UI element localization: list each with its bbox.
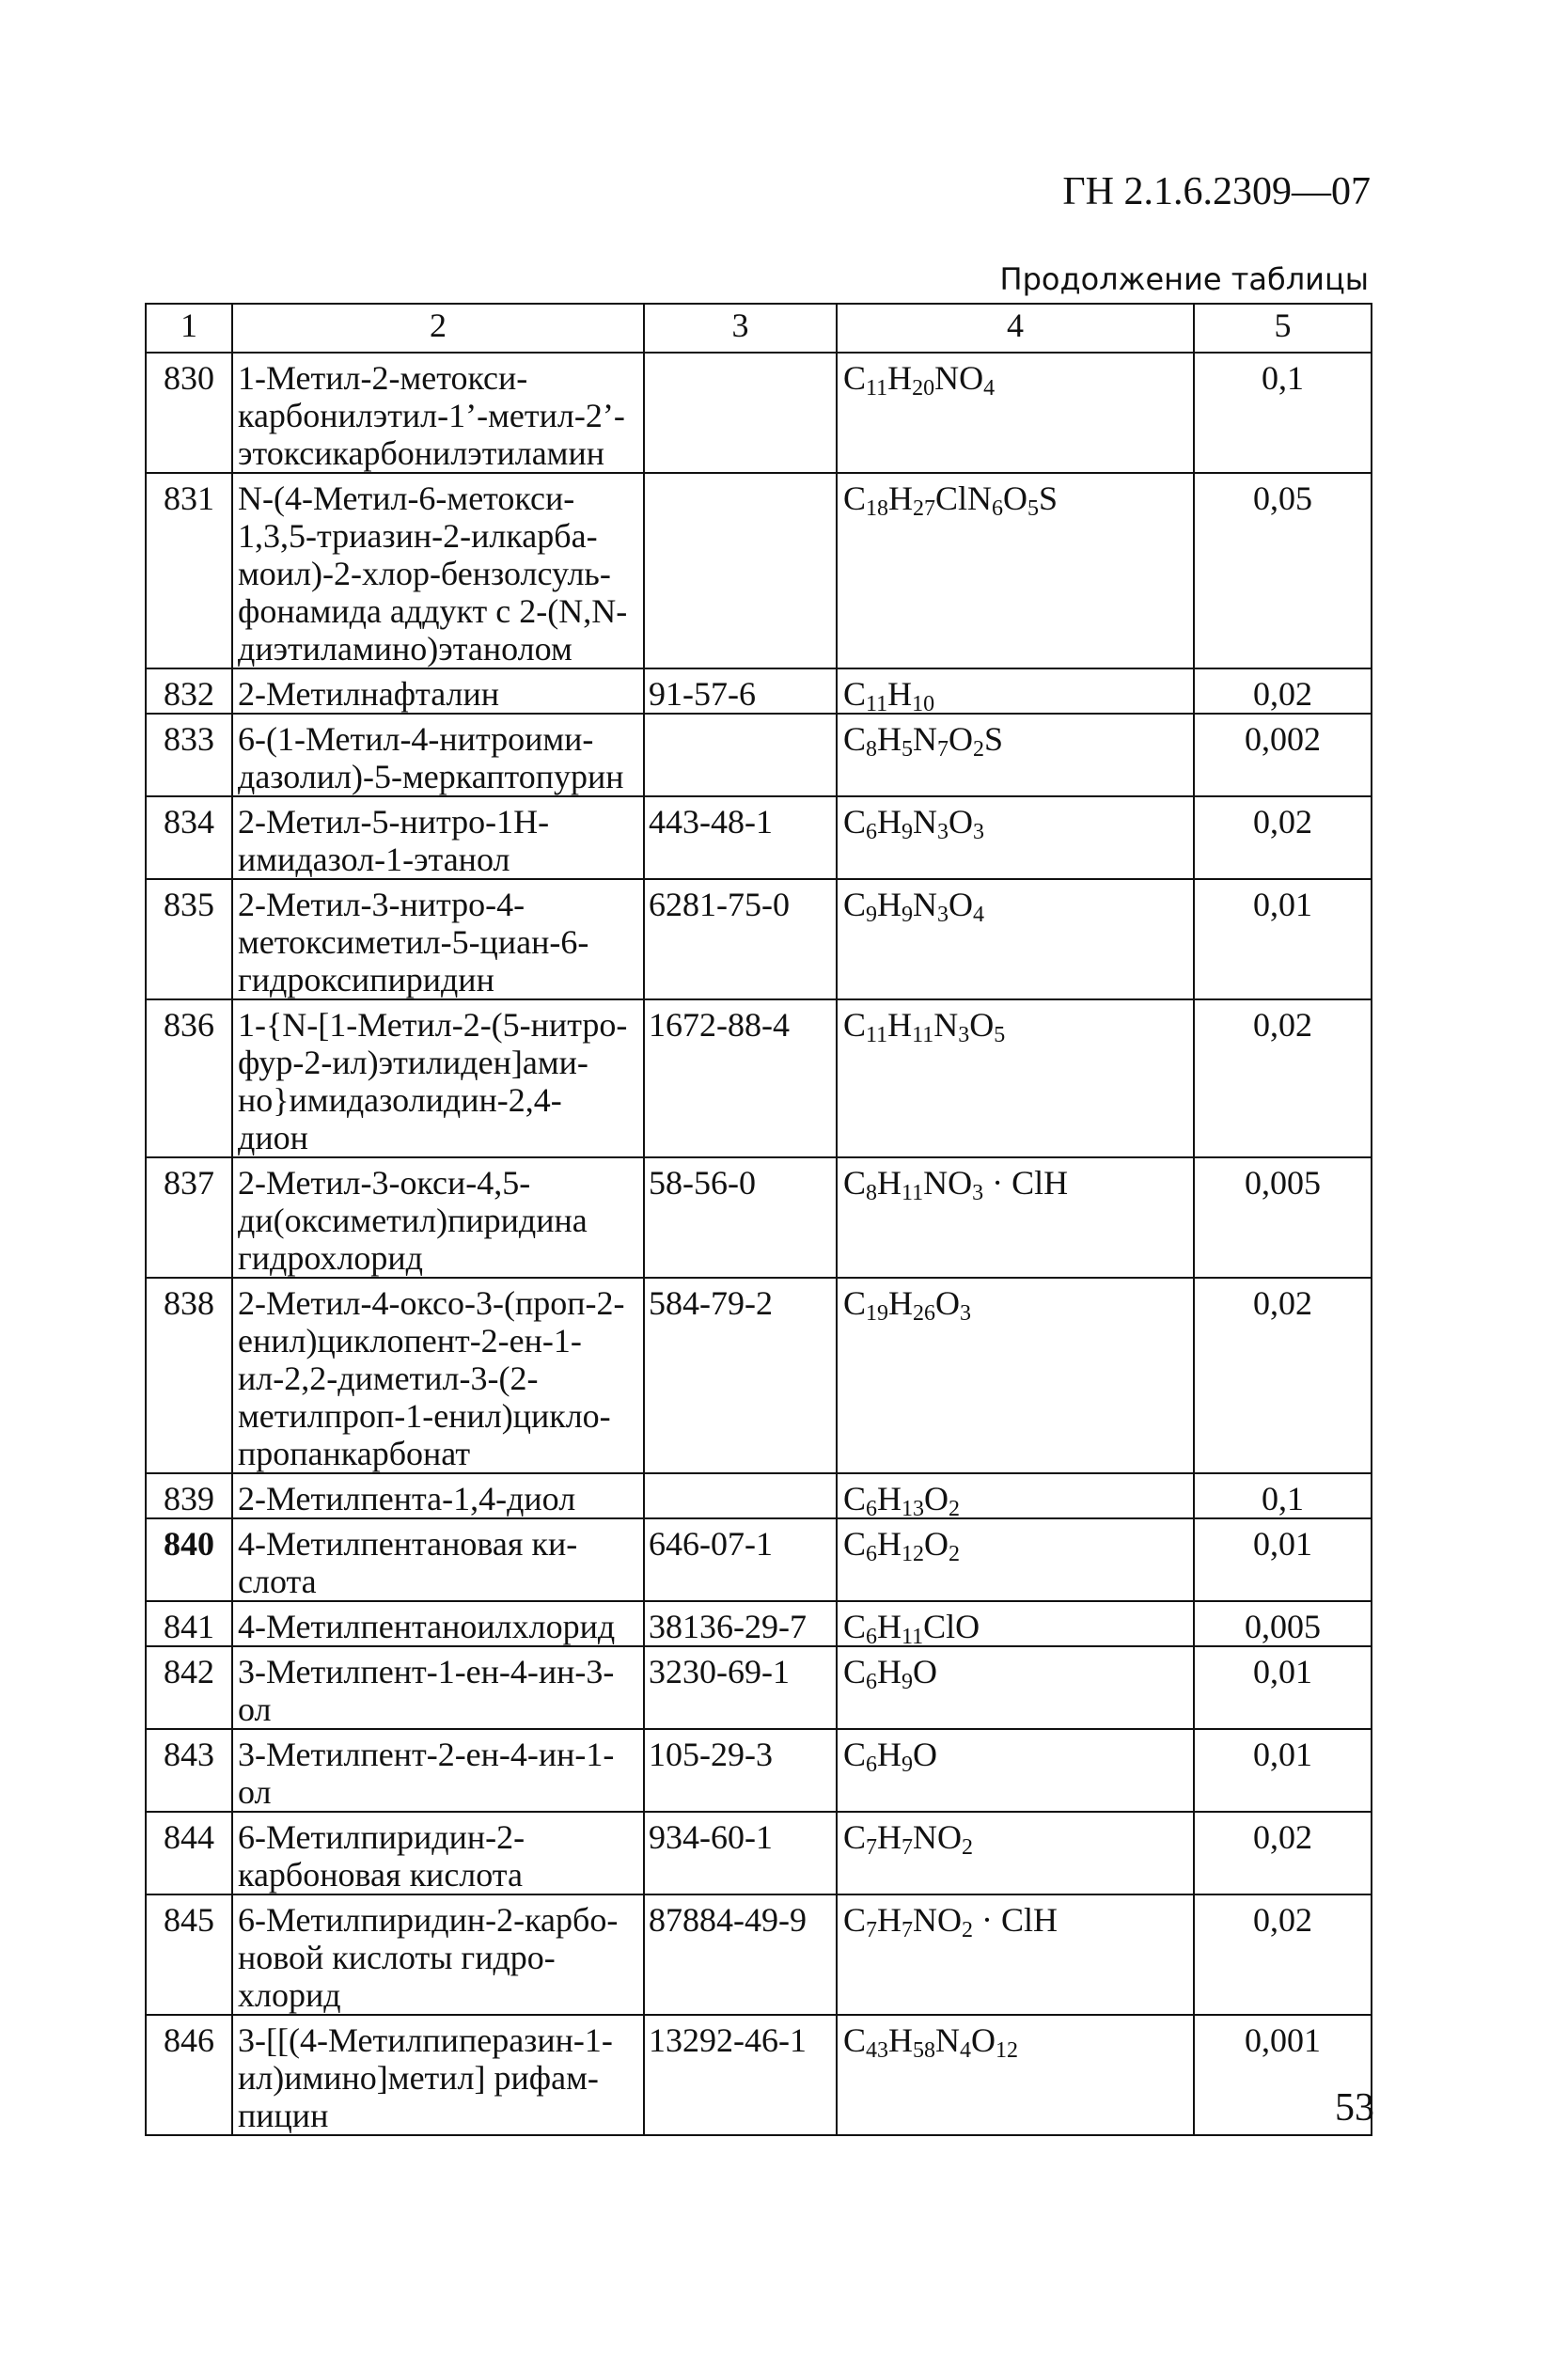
- substance-name-line: 3-[[(4-Метилпиперазин-1-: [238, 2021, 613, 2059]
- row-number: 832: [146, 668, 232, 714]
- formula-part: C: [843, 1284, 867, 1322]
- formula-part: C: [843, 886, 867, 923]
- cas-number: 934-60-1: [644, 1812, 837, 1894]
- substance-name-line: слота: [238, 1563, 317, 1600]
- formula-subscript: 6: [866, 1670, 878, 1694]
- substance-name: [232, 999, 644, 1157]
- formula-subscript: 9: [902, 820, 914, 844]
- substance-name: [232, 1812, 644, 1894]
- formula-subscript: 7: [866, 1918, 878, 1942]
- substance-name-line: но}имидазолидин-2,4-: [238, 1081, 562, 1119]
- formula-part: C: [843, 1480, 867, 1517]
- chemical-formula: [837, 1646, 1194, 1729]
- substance-name-line: 2-Метил-3-окси-4,5-: [238, 1164, 531, 1202]
- formula-part: C: [843, 1006, 867, 1044]
- substance-name-line: карбонилэтил-1’-метил-2’-: [238, 397, 625, 434]
- formula-part: H: [877, 720, 902, 758]
- column-header-5: 5: [1194, 304, 1372, 353]
- document-code: ГН 2.1.6.2309—07: [1062, 170, 1371, 213]
- chemical-formula: [837, 473, 1194, 668]
- formula-subscript: 11: [866, 692, 888, 716]
- cas-number: 3230-69-1: [644, 1646, 837, 1729]
- table-row: [146, 1601, 1372, 1646]
- formula-subscript: 11: [902, 1625, 924, 1649]
- limit-value: 0,02: [1194, 1812, 1372, 1894]
- formula-part: H: [887, 359, 913, 397]
- formula-part: H: [877, 1525, 902, 1563]
- limit-value: 0,02: [1194, 668, 1372, 714]
- substance-name: [232, 1278, 644, 1473]
- limit-value: 0,1: [1194, 353, 1372, 473]
- formula-part: O: [969, 1006, 995, 1044]
- formula-part: H: [877, 1480, 902, 1517]
- row-number: 846: [146, 2015, 232, 2135]
- limit-value: 0,01: [1194, 1518, 1372, 1601]
- formula-subscript: 4: [973, 903, 985, 927]
- row-number: 838: [146, 1278, 232, 1473]
- cas-number: [644, 473, 837, 668]
- formula-part: H: [877, 1818, 902, 1856]
- formula-part: C: [843, 1164, 867, 1202]
- formula-part: S: [1039, 479, 1058, 517]
- formula-part: H: [887, 675, 913, 713]
- substance-name: [232, 473, 644, 668]
- formula-subscript: 2: [949, 1542, 961, 1566]
- substance-name: [232, 1646, 644, 1729]
- chemical-formula: [837, 1894, 1194, 2015]
- formula-part: O: [949, 720, 974, 758]
- formula-part: C: [843, 720, 867, 758]
- table-row: [146, 2015, 1372, 2135]
- cas-number: 87884-49-9: [644, 1894, 837, 2015]
- substance-name: [232, 796, 644, 879]
- row-number: 837: [146, 1157, 232, 1278]
- substance-name-line: метоксиметил-5-циан-6-: [238, 923, 589, 961]
- formula-part: O: [949, 803, 974, 841]
- substance-name-line: пропанкарбонат: [238, 1435, 471, 1472]
- limit-value: 0,02: [1194, 1278, 1372, 1473]
- formula-subscript: 19: [866, 1301, 889, 1326]
- limit-value: 0,005: [1194, 1601, 1372, 1646]
- formula-part: N: [913, 720, 938, 758]
- row-number: 840: [146, 1518, 232, 1601]
- table-row: [146, 999, 1372, 1157]
- substance-name-line: 6-Метилпиридин-2-карбо-: [238, 1901, 619, 1939]
- substance-name: [232, 1157, 644, 1278]
- chemical-formula: [837, 999, 1194, 1157]
- formula-subscript: 11: [912, 1023, 934, 1047]
- cas-number: 6281-75-0: [644, 879, 837, 999]
- formula-subscript: 6: [866, 1497, 878, 1521]
- formula-part: NO: [913, 1901, 963, 1939]
- formula-part: H: [887, 1006, 913, 1044]
- formula-part: H: [877, 1653, 902, 1690]
- formula-subscript: 7: [902, 1835, 914, 1860]
- formula-part: H: [877, 803, 902, 841]
- limit-value: 0,001: [1194, 2015, 1372, 2135]
- substance-name-line: 1,3,5-триазин-2-илкарба-: [238, 517, 598, 555]
- formula-part: H: [877, 1901, 902, 1939]
- formula-part: O: [949, 886, 974, 923]
- chemical-formula: [837, 1812, 1194, 1894]
- formula-subscript: 9: [866, 903, 878, 927]
- page-number: 53: [1335, 2086, 1374, 2130]
- formula-part: N: [933, 1006, 959, 1044]
- substance-name: [232, 2015, 644, 2135]
- chemical-formula: [837, 1473, 1194, 1521]
- substance-name-line: пицин: [238, 2097, 329, 2134]
- substance-name-line: 3-Метилпент-1-ен-4-ин-3-ол: [238, 1653, 615, 1728]
- formula-subscript: 12: [902, 1542, 925, 1566]
- formula-subscript: 5: [902, 737, 914, 762]
- formula-subscript: 8: [866, 737, 878, 762]
- chemical-formula: [837, 353, 1194, 473]
- substance-name-line: 1-Метил-2-метокси-: [238, 359, 528, 397]
- formula-part: C: [843, 359, 867, 397]
- formula-part: C: [843, 675, 867, 713]
- substance-name-line: дазолил)-5-меркаптопурин: [238, 758, 624, 795]
- substance-name-line: этоксикарбонилэтиламин: [238, 434, 604, 472]
- limit-value: 0,005: [1194, 1157, 1372, 1278]
- chemical-formula: [837, 1278, 1194, 1473]
- formula-subscript: 9: [902, 1670, 914, 1694]
- substance-name-line: 4-Метилпентаноилхлорид: [238, 1608, 616, 1645]
- chemical-formula: [837, 796, 1194, 879]
- substance-name: [232, 353, 644, 473]
- row-number: 843: [146, 1729, 232, 1812]
- chemical-formula: [837, 1157, 1194, 1278]
- formula-part: C: [843, 1901, 867, 1939]
- table-row: [146, 1812, 1372, 1894]
- formula-subscript: 27: [913, 496, 936, 521]
- chemical-formula: [837, 879, 1194, 999]
- row-number: 845: [146, 1894, 232, 2015]
- substance-name-line: гидроксипиридин: [238, 961, 494, 998]
- formula-part: S: [984, 720, 1004, 758]
- substance-name-line: 2-Метил-5-нитро-1Н-: [238, 803, 550, 841]
- substance-name-line: фур-2-ил)этилиден]ами-: [238, 1044, 588, 1081]
- formula-part: C: [843, 1736, 867, 1773]
- formula-subscript: 12: [996, 2038, 1019, 2063]
- table-row: [146, 1278, 1372, 1473]
- formula-subscript: 3: [972, 1181, 984, 1205]
- formula-subscript: 3: [973, 820, 985, 844]
- table-continuation-label: Продолжение таблицы: [999, 261, 1369, 297]
- substance-name: [232, 668, 644, 714]
- formula-part: N: [913, 803, 938, 841]
- formula-part: C: [843, 1608, 867, 1645]
- row-number: 830: [146, 353, 232, 473]
- substance-name-line: фонамида аддукт с 2-(N,N-: [238, 592, 628, 630]
- limit-value: 0,05: [1194, 473, 1372, 668]
- formula-subscript: 6: [866, 1625, 878, 1649]
- substance-name-line: моил)-2-хлор-бензолсуль-: [238, 555, 611, 592]
- formula-subscript: 6: [992, 496, 1004, 521]
- chemical-formula: [837, 2015, 1194, 2135]
- formula-subscript: 3: [937, 903, 949, 927]
- formula-subscript: 2: [973, 737, 985, 762]
- formula-subscript: 10: [912, 692, 935, 716]
- substance-name: [232, 1601, 644, 1646]
- cas-number: 105-29-3: [644, 1729, 837, 1812]
- formula-subscript: 3: [960, 1301, 972, 1326]
- formula-part: H: [877, 1736, 902, 1773]
- formula-subscript: 5: [994, 1023, 1006, 1047]
- formula-part: H: [877, 886, 902, 923]
- table-body: [146, 353, 1372, 2135]
- row-number: 841: [146, 1601, 232, 1646]
- formula-part: O: [1003, 479, 1028, 517]
- formula-subscript: 43: [866, 2038, 889, 2063]
- formula-part: H: [888, 1284, 914, 1322]
- substance-name-line: 1-{N-[1-Метил-2-(5-нитро-: [238, 1006, 628, 1044]
- formula-part: ClO: [923, 1608, 980, 1645]
- limit-value: 0,002: [1194, 714, 1372, 796]
- formula-part: O: [924, 1525, 949, 1563]
- formula-subscript: 11: [866, 1023, 888, 1047]
- substance-name: [232, 879, 644, 999]
- formula-subscript: 8: [866, 1181, 878, 1205]
- formula-subscript: 9: [902, 1753, 914, 1777]
- formula-part: O: [913, 1653, 938, 1690]
- formula-subscript: 2: [949, 1497, 961, 1521]
- formula-part: NO: [913, 1818, 963, 1856]
- formula-part: H: [877, 1164, 902, 1202]
- formula-part: NO: [923, 1164, 973, 1202]
- cas-number: 38136-29-7: [644, 1601, 837, 1646]
- substance-name-line: 3-Метилпент-2-ен-4-ин-1-ол: [238, 1736, 615, 1811]
- formula-part: O: [971, 2021, 996, 2059]
- table-row: [146, 1894, 1372, 2015]
- table-row: [146, 714, 1372, 796]
- formula-subscript: 20: [912, 376, 935, 401]
- formula-part: H: [877, 1608, 902, 1645]
- table-row: [146, 1646, 1372, 1729]
- cas-number: 443-48-1: [644, 796, 837, 879]
- table-row: [146, 1729, 1372, 1812]
- chemical-formula: [837, 1601, 1194, 1649]
- formula-subscript: 7: [866, 1835, 878, 1860]
- chemical-formula: [837, 714, 1194, 796]
- substance-name-line: хлорид: [238, 1976, 341, 2014]
- substances-table: [145, 303, 1372, 2136]
- row-number: 835: [146, 879, 232, 999]
- row-number: 833: [146, 714, 232, 796]
- limit-value: 0,01: [1194, 1729, 1372, 1812]
- substance-name-line: имидазол-1-этанол: [238, 841, 510, 878]
- formula-part: ClN: [935, 479, 993, 517]
- substance-name-line: метилпроп-1-енил)цикло-: [238, 1397, 611, 1435]
- substance-name-line: 6-(1-Метил-4-нитроими-: [238, 720, 594, 758]
- cas-number: [644, 1473, 837, 1518]
- formula-subscript: 18: [866, 496, 889, 521]
- substance-name: [232, 1518, 644, 1601]
- table-header-row: [146, 304, 1372, 353]
- row-number: 831: [146, 473, 232, 668]
- substance-name-line: ди(оксиметил)пиридина: [238, 1202, 588, 1239]
- formula-part: C: [843, 1653, 867, 1690]
- formula-subscript: 13: [902, 1497, 925, 1521]
- formula-part: C: [843, 803, 867, 841]
- cas-number: [644, 353, 837, 473]
- substance-name-line: новой кислоты гидро-: [238, 1939, 556, 1976]
- limit-value: 0,02: [1194, 796, 1372, 879]
- formula-subscript: 7: [902, 1918, 914, 1942]
- column-header-4: 4: [837, 304, 1194, 353]
- limit-value: 0,1: [1194, 1473, 1372, 1518]
- chemical-formula: [837, 1518, 1194, 1601]
- table-row: [146, 473, 1372, 668]
- formula-part: · ClH: [983, 1164, 1069, 1202]
- formula-part: N: [935, 2021, 961, 2059]
- formula-part: C: [843, 1525, 867, 1563]
- formula-subscript: 9: [902, 903, 914, 927]
- substance-name-line: 4-Метилпентановая ки-: [238, 1525, 578, 1563]
- row-number: 842: [146, 1646, 232, 1729]
- substance-name-line: 6-Метилпиридин-2-: [238, 1818, 525, 1856]
- formula-subscript: 4: [983, 376, 996, 401]
- substance-name-line: N-(4-Метил-6-метокси-: [238, 479, 575, 517]
- formula-subscript: 6: [866, 820, 878, 844]
- formula-part: O: [935, 1284, 961, 1322]
- limit-value: 0,01: [1194, 879, 1372, 999]
- substance-name: [232, 1894, 644, 2015]
- formula-subscript: 58: [913, 2038, 936, 2063]
- substance-name-line: 2-Метил-4-оксо-3-(проп-2-: [238, 1284, 625, 1322]
- limit-value: 0,01: [1194, 1646, 1372, 1729]
- substance-name-line: 2-Метил-3-нитро-4-: [238, 886, 525, 923]
- substance-name-line: диэтиламино)этанолом: [238, 630, 572, 668]
- formula-part: O: [924, 1480, 949, 1517]
- formula-subscript: 2: [962, 1835, 974, 1860]
- substance-name-line: карбоновая кислота: [238, 1856, 523, 1894]
- formula-subscript: 11: [902, 1181, 924, 1205]
- cas-number: 91-57-6: [644, 668, 837, 714]
- substance-name-line: 2-Метилнафталин: [238, 675, 499, 713]
- cas-number: 13292-46-1: [644, 2015, 837, 2135]
- column-header-3: 3: [644, 304, 837, 353]
- formula-part: C: [843, 2021, 867, 2059]
- formula-subscript: 26: [913, 1301, 936, 1326]
- formula-part: C: [843, 479, 867, 517]
- row-number: 834: [146, 796, 232, 879]
- substance-name: [232, 1473, 644, 1518]
- formula-part: · ClH: [973, 1901, 1058, 1939]
- cas-number: 58-56-0: [644, 1157, 837, 1278]
- cas-number: [644, 714, 837, 796]
- formula-part: H: [888, 479, 914, 517]
- formula-subscript: 5: [1027, 496, 1040, 521]
- substance-name-line: 2-Метилпента-1,4-диол: [238, 1480, 576, 1517]
- substance-name-line: енил)циклопент-2-ен-1-: [238, 1322, 582, 1360]
- column-header-2: 2: [232, 304, 644, 353]
- formula-subscript: 11: [866, 376, 888, 401]
- formula-part: O: [913, 1736, 938, 1773]
- table-row: [146, 1518, 1372, 1601]
- row-number: 844: [146, 1812, 232, 1894]
- table-row: [146, 796, 1372, 879]
- cas-number: 584-79-2: [644, 1278, 837, 1473]
- chemical-formula: [837, 1729, 1194, 1812]
- formula-subscript: 2: [962, 1918, 974, 1942]
- table-row: [146, 1473, 1372, 1518]
- formula-subscript: 7: [937, 737, 949, 762]
- table-row: [146, 1157, 1372, 1278]
- formula-part: NO: [934, 359, 984, 397]
- row-number: 836: [146, 999, 232, 1157]
- table-row: [146, 668, 1372, 714]
- formula-part: N: [913, 886, 938, 923]
- substance-name-line: дион: [238, 1119, 308, 1156]
- formula-subscript: 6: [866, 1753, 878, 1777]
- substance-name: [232, 1729, 644, 1812]
- cas-number: 1672-88-4: [644, 999, 837, 1157]
- chemical-formula: [837, 668, 1194, 714]
- formula-subscript: 3: [937, 820, 949, 844]
- substance-name: [232, 714, 644, 796]
- cas-number: 646-07-1: [644, 1518, 837, 1601]
- column-header-1: 1: [146, 304, 232, 353]
- formula-subscript: 6: [866, 1542, 878, 1566]
- formula-subscript: 4: [960, 2038, 972, 2063]
- row-number: 839: [146, 1473, 232, 1518]
- limit-value: 0,02: [1194, 999, 1372, 1157]
- substance-name-line: ил-2,2-диметил-3-(2-: [238, 1360, 539, 1397]
- table-row: [146, 353, 1372, 473]
- limit-value: 0,02: [1194, 1894, 1372, 2015]
- table-row: [146, 879, 1372, 999]
- formula-part: C: [843, 1818, 867, 1856]
- substance-name-line: гидрохлорид: [238, 1239, 423, 1277]
- substance-name-line: ил)имино]метил] рифам-: [238, 2059, 599, 2097]
- formula-subscript: 3: [958, 1023, 970, 1047]
- formula-part: H: [888, 2021, 914, 2059]
